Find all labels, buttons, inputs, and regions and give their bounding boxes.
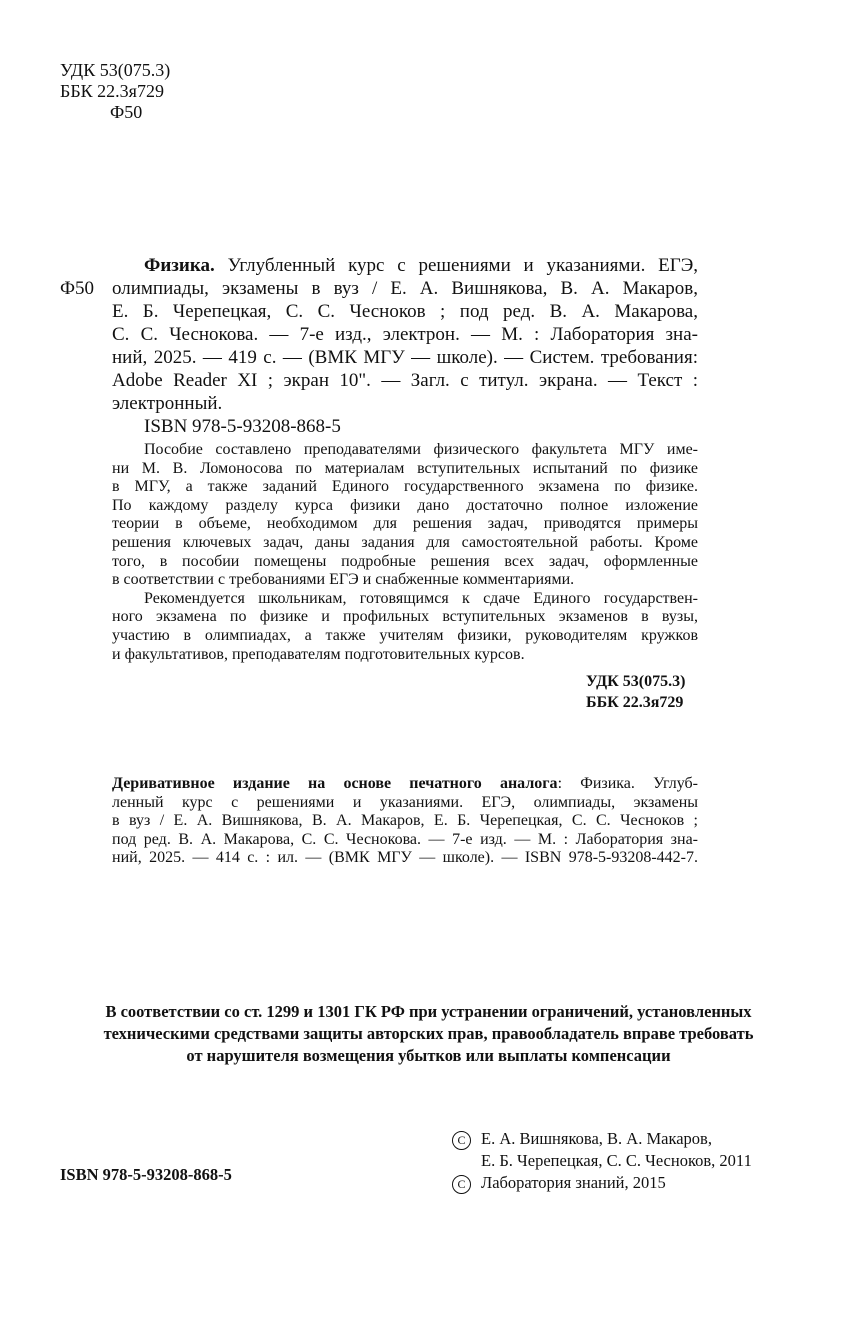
legal-notice-line: от нарушителя возмещения убытков или выплаты компенсации	[186, 1046, 671, 1065]
catalog-line-6: Adobe Reader XI ; экран 10". — Загл. с титул. экрана. — Текст :	[112, 370, 698, 391]
annotation-p2-last: и факультативов, преподавателям подготовительных курсов.	[112, 645, 525, 663]
derivative-line: ний, 2025. — 414 с. : ил. — (ВМК МГУ — школе). — ISBN 978-5-93208-442-7.	[112, 849, 698, 867]
annotation-p2-line: Рекомендуется школьникам, готовящимся к сдаче Единого государствен-	[144, 589, 698, 607]
catalog-author-mark: Ф50	[60, 278, 95, 299]
legal-notice	[40, 1001, 817, 1067]
catalog-line-5: ний, 2025. — 419 с. — (ВМК МГУ — школе). — Систем. требования:	[112, 347, 698, 368]
derivative-line: ленный курс с решениями и указаниями. ЕГЭ, олимпиады, экзамены	[112, 793, 698, 811]
annotation	[112, 441, 698, 664]
derivative-edition	[112, 775, 698, 868]
copyright-icon: C	[452, 1131, 471, 1150]
copyright-authors	[452, 1128, 752, 1150]
copyright-publisher-text: Лаборатория знаний, 2015	[481, 1173, 666, 1192]
legal-notice-line: В соответствии со ст. 1299 и 1301 ГК РФ при устранении ограничений, установленных	[105, 1002, 752, 1021]
footer-isbn: ISBN 978-5-93208-868-5	[60, 1165, 232, 1184]
copyright-authors-line2: Е. Б. Черепецкая, С. С. Чесноков, 2011	[481, 1151, 752, 1170]
catalog-title: Физика.	[144, 255, 215, 276]
catalog-entry	[112, 254, 698, 415]
annotation-p1-line: решения ключевых задач, даны задания для самостоятельной работы. Кроме	[112, 533, 698, 551]
catalog-line-1	[112, 254, 698, 277]
annotation-p1-line: того, в пособии помещены подробные решения всех задач, оформленные	[112, 552, 698, 570]
copyright-icon: C	[452, 1175, 471, 1194]
catalog-line-2: олимпиады, экзамены в вуз / Е. А. Вишнякова, В. А. Макаров,	[112, 278, 698, 299]
catalog-line-1-text: Углубленный курс с решениями и указаниями. ЕГЭ,	[227, 255, 698, 276]
annotation-p1-line: в МГУ, а также заданий Единого государственного экзамена по физике.	[112, 478, 698, 496]
annotation-p1-last: в соответствии с требованиями ЕГЭ и снабженные комментариями.	[112, 571, 575, 589]
annotation-p1-line: Пособие составлено преподавателями физического факультета МГУ име-	[144, 441, 698, 458]
annotation-p2-line: ного экзамена по физике и профильных вступительных экзаменов в вузы,	[112, 608, 698, 626]
copyright-authors-line1: Е. А. Вишнякова, В. А. Макаров,	[481, 1129, 712, 1148]
header-udk: УДК 53(075.3)	[60, 60, 171, 80]
annotation-p1-line: ни М. В. Ломоносова по материалам вступительных испытаний по физике	[112, 459, 698, 477]
annotation-p2-line: участию в олимпиадах, а также учителям физики, руководителям кружков	[112, 626, 698, 644]
derivative-line: под ред. В. А. Макарова, С. С. Чеснокова. — 7-е изд. — М. : Лаборатория зна-	[112, 830, 698, 848]
annotation-p1-line: теории в объеме, необходимом для решения задач, приводятся примеры	[112, 515, 698, 533]
copyright-block	[452, 1128, 752, 1194]
catalog-isbn: ISBN 978-5-93208-868-5	[144, 416, 341, 437]
header-bbk: ББК 22.3я729	[60, 81, 164, 101]
derivative-line-1	[112, 775, 698, 794]
annotation-bbk: ББК 22.3я729	[586, 694, 684, 711]
derivative-line-1-text: : Физика. Углуб-	[557, 775, 698, 792]
copyright-publisher	[452, 1172, 752, 1194]
annotation-udk: УДК 53(075.3)	[586, 673, 686, 690]
catalog-line-7: электронный.	[112, 393, 223, 414]
catalog-line-4: С. С. Чеснокова. — 7-е изд., электрон. — М. : Лаборатория зна-	[112, 324, 698, 345]
derivative-label: Деривативное издание на основе печатного аналога	[112, 775, 558, 792]
header-author-mark: Ф50	[110, 102, 143, 122]
derivative-line: в вуз / Е. А. Вишнякова, В. А. Макаров, Е. Б. Черепецкая, С. С. Чесноков ;	[112, 812, 698, 830]
annotation-p1-line: По каждому разделу курса физики дано достаточно полное изложение	[112, 496, 698, 514]
legal-notice-line: техническими средствами защиты авторских прав, правообладатель вправе требовать	[103, 1024, 754, 1043]
catalog-line-3: Е. Б. Черепецкая, С. С. Чесноков ; под ред. В. А. Макарова,	[112, 301, 698, 322]
